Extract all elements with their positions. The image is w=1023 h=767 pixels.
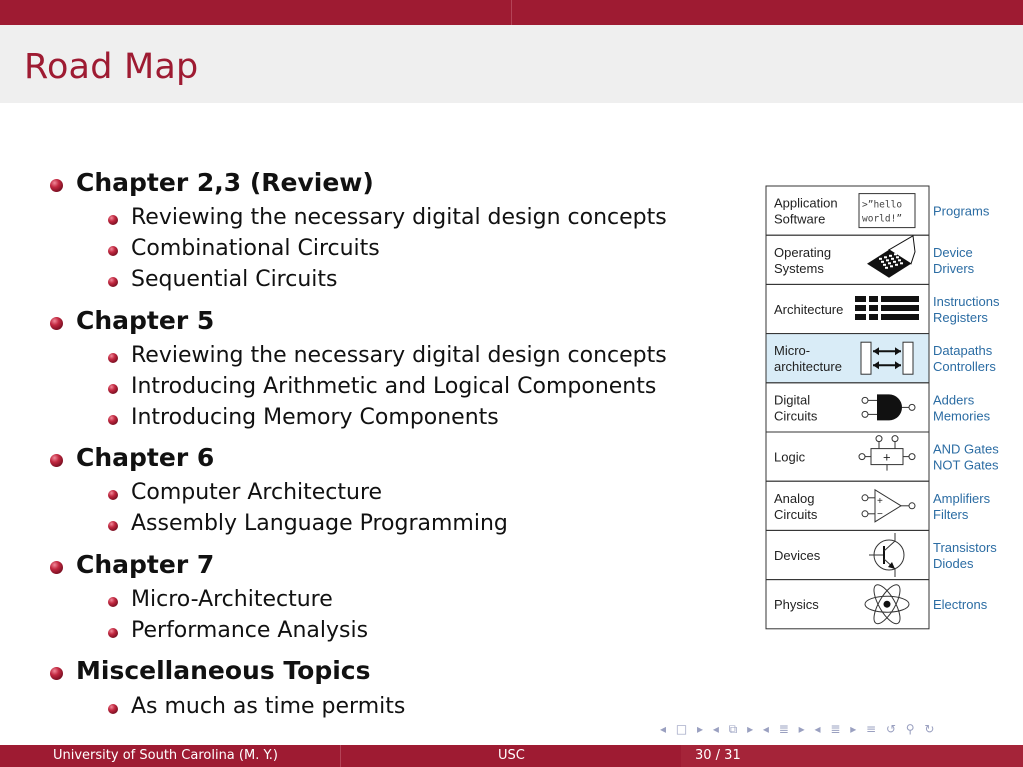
stack-row-and-gate xyxy=(766,383,991,432)
key xyxy=(884,256,887,258)
item-bullet xyxy=(108,246,118,256)
pin xyxy=(909,454,915,460)
layer-label: Architecture xyxy=(774,302,844,317)
nav-section-icon[interactable]: ◂ ≣ ▸ xyxy=(762,722,808,736)
code-text: >”hello xyxy=(862,199,903,211)
bar xyxy=(881,305,919,311)
stack-row-instruction-bars xyxy=(766,284,1000,333)
nav-search-icon[interactable]: ↺ ⚲ ↻ xyxy=(885,722,938,736)
key xyxy=(883,264,886,266)
key xyxy=(898,259,901,261)
abstraction-stack-figure xyxy=(765,185,1010,630)
section-heading: Chapter 2,3 (Review) xyxy=(76,168,374,197)
stack-row-atom xyxy=(766,580,988,629)
example-label: Filters xyxy=(933,506,969,522)
layer-label: architecture xyxy=(774,359,842,375)
bar xyxy=(855,296,866,302)
nav-frame-icon[interactable]: ◂ □ ▸ xyxy=(660,722,707,736)
section-bullet xyxy=(50,454,63,467)
instruction-bars-icon xyxy=(855,296,919,320)
item-bullet xyxy=(108,384,118,394)
item-bullet xyxy=(108,353,118,363)
item-bullet xyxy=(108,277,118,287)
list-item: Performance Analysis xyxy=(131,618,369,643)
list-item: Sequential Circuits xyxy=(131,267,338,292)
list-item: Micro-Architecture xyxy=(131,587,333,612)
example-label: Programs xyxy=(933,203,990,219)
logic-symbol: + xyxy=(883,449,891,465)
key xyxy=(890,265,893,267)
stack-row-amplifier xyxy=(766,481,991,530)
atom-icon xyxy=(865,581,909,627)
stack-row-laptop xyxy=(766,235,975,284)
bar xyxy=(869,314,878,320)
pin xyxy=(909,404,915,410)
layer-label: Devices xyxy=(774,548,821,563)
example-label: Amplifiers xyxy=(933,490,991,506)
list-item: Computer Architecture xyxy=(131,480,383,505)
pin xyxy=(892,436,898,442)
section-heading: Miscellaneous Topics xyxy=(76,656,371,685)
nucleus xyxy=(884,601,891,608)
header-divider xyxy=(511,0,512,25)
footer-bar xyxy=(0,745,1023,767)
stack-row-logic-block xyxy=(766,432,999,481)
nav-subsection-icon[interactable]: ◂ ⧉ ▸ xyxy=(712,722,757,736)
example-label: Drivers xyxy=(933,260,975,276)
stack-row-transistor xyxy=(766,530,997,579)
section-bullet xyxy=(50,317,63,330)
key xyxy=(889,255,892,257)
section-bullet xyxy=(50,667,63,680)
section-heading: Chapter 5 xyxy=(76,306,215,335)
gate-body xyxy=(877,394,902,420)
key xyxy=(888,262,891,264)
list-item: Reviewing the necessary digital design concepts xyxy=(131,343,667,368)
section-bullet xyxy=(50,561,63,574)
register xyxy=(861,342,871,374)
stack-row-hello-world-box xyxy=(766,186,990,235)
layer-label: Circuits xyxy=(774,506,818,522)
layer-label: Application xyxy=(774,195,838,211)
section-heading: Chapter 7 xyxy=(76,550,215,579)
logic-block-icon xyxy=(859,436,915,471)
key xyxy=(881,261,884,263)
layer-label: Software xyxy=(774,211,826,227)
section-bullet xyxy=(50,179,63,192)
transistor-icon xyxy=(869,533,904,577)
item-bullet xyxy=(108,521,118,531)
key xyxy=(894,253,897,255)
layer-label: Logic xyxy=(774,449,806,465)
list-item: Introducing Memory Components xyxy=(131,405,499,430)
key xyxy=(879,258,882,260)
item-bullet xyxy=(108,415,118,425)
layer-label: Circuits xyxy=(774,408,818,424)
bar xyxy=(869,305,878,311)
key xyxy=(886,259,889,261)
laptop-icon xyxy=(867,236,915,278)
stack-row-datapath xyxy=(766,334,996,383)
footer-institute-cell xyxy=(341,745,681,767)
list-item: Introducing Arithmetic and Logical Components xyxy=(131,374,657,399)
item-bullet xyxy=(108,215,118,225)
footer-author-cell xyxy=(0,745,340,767)
bar xyxy=(855,305,866,311)
footer-institute: USC xyxy=(498,748,525,763)
footer-author: University of South Carolina (M. Y.) xyxy=(53,748,278,763)
section-heading: Chapter 6 xyxy=(76,443,215,472)
example-label: Memories xyxy=(933,408,991,424)
example-label: AND Gates xyxy=(933,441,999,457)
example-label: Device xyxy=(933,244,973,260)
pin xyxy=(859,454,865,460)
pin xyxy=(862,495,868,501)
list-item: As much as time permits xyxy=(131,694,406,719)
nav-align-icon[interactable]: ≡ xyxy=(866,722,880,736)
register xyxy=(903,342,913,374)
code-text: world!” xyxy=(862,213,903,225)
list-item: Reviewing the necessary digital design concepts xyxy=(131,205,667,230)
key xyxy=(885,267,888,269)
key xyxy=(895,264,898,266)
list-item: Assembly Language Programming xyxy=(131,511,508,536)
example-label: Diodes xyxy=(933,556,974,571)
pin xyxy=(862,511,868,517)
pin xyxy=(909,503,915,509)
footer-page-cell xyxy=(681,745,1023,767)
key xyxy=(891,258,894,260)
key xyxy=(900,262,903,264)
header-bar xyxy=(0,0,1023,25)
example-label: Datapaths xyxy=(933,343,993,359)
hello-world-box-icon xyxy=(859,194,915,228)
pin xyxy=(862,397,868,403)
pin xyxy=(862,411,868,417)
item-bullet xyxy=(108,490,118,500)
item-bullet xyxy=(108,597,118,607)
nav-document-icon[interactable]: ◂ ≣ ▸ xyxy=(814,722,860,736)
list-item: Combinational Circuits xyxy=(131,236,380,261)
item-bullet xyxy=(108,628,118,638)
bar xyxy=(881,296,919,302)
layer-label: Micro- xyxy=(774,343,811,359)
pin xyxy=(876,436,882,442)
layer-label: Systems xyxy=(774,260,824,276)
bar xyxy=(869,296,878,302)
bar xyxy=(855,314,866,320)
example-label: Transistors xyxy=(933,540,997,555)
example-label: Controllers xyxy=(933,359,996,375)
item-bullet xyxy=(108,704,118,714)
amplifier-icon xyxy=(862,490,915,522)
example-label: Electrons xyxy=(933,597,988,613)
layer-label: Operating xyxy=(774,244,832,260)
slide-title: Road Map xyxy=(24,47,199,87)
layer-label: Physics xyxy=(774,597,819,613)
page-number: 30 / 31 xyxy=(695,748,741,763)
beamer-navigation[interactable] xyxy=(660,722,937,737)
example-label: NOT Gates xyxy=(933,457,999,473)
example-label: Registers xyxy=(933,310,988,325)
opamp-minus: − xyxy=(877,508,883,520)
bar xyxy=(881,314,919,320)
key xyxy=(896,256,899,258)
example-label: Adders xyxy=(933,392,975,408)
example-label: Instructions xyxy=(933,294,1000,309)
layer-label: Digital xyxy=(774,392,811,408)
layer-label: Analog xyxy=(774,490,815,506)
and-gate-icon xyxy=(862,394,915,420)
opamp-plus: + xyxy=(877,495,883,507)
key xyxy=(893,261,896,263)
